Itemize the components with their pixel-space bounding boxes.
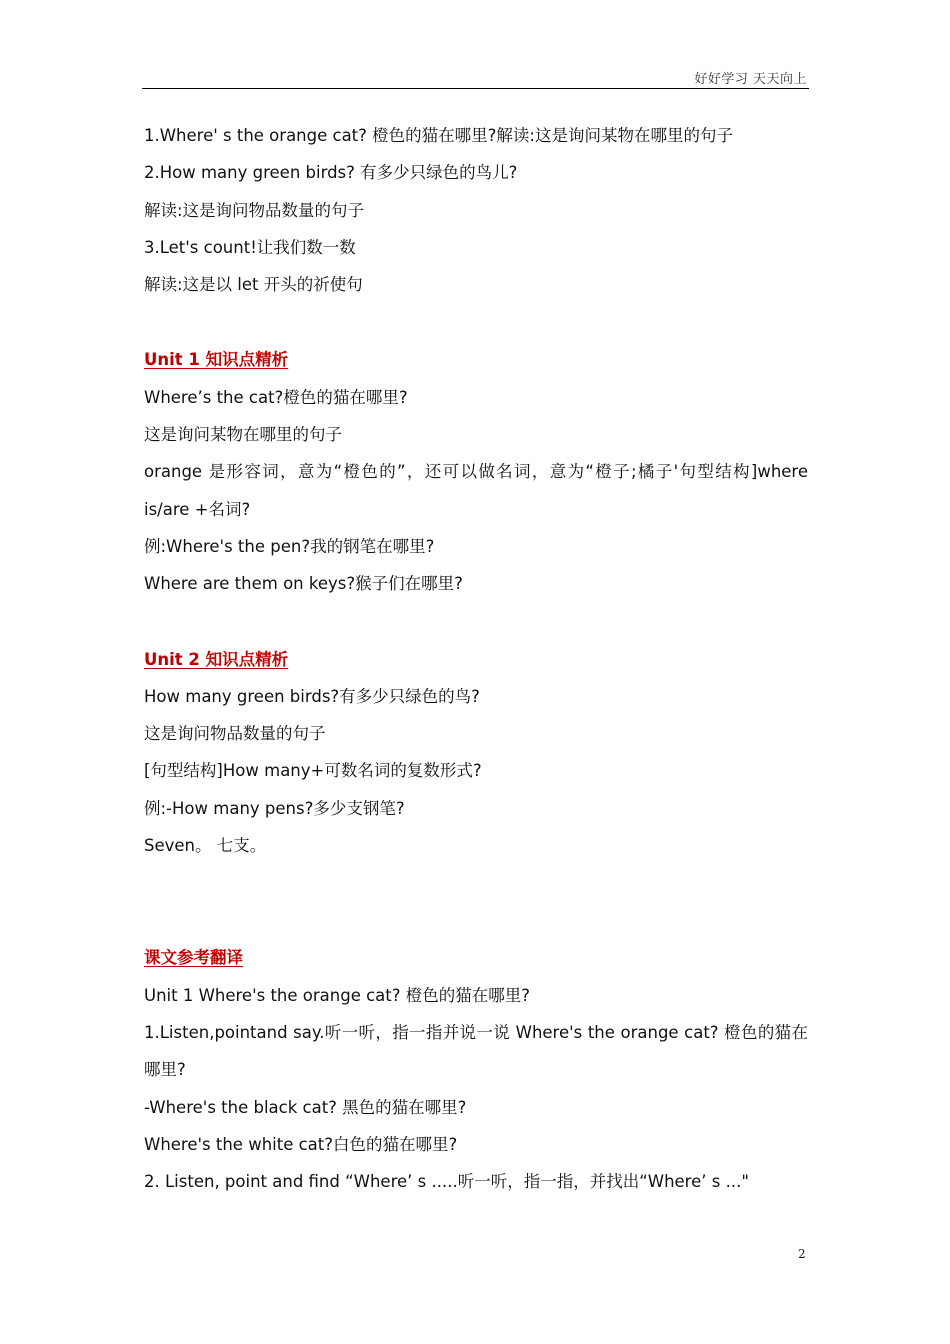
unit1-heading: Unit 1 知识点精析 bbox=[144, 350, 289, 370]
spacer bbox=[144, 603, 808, 641]
translation-line-1: Unit 1 Where's the orange cat? 橙色的猫在哪里? bbox=[144, 985, 531, 1005]
unit2-line-1: How many green birds?有多少只绿色的鸟? bbox=[144, 686, 480, 706]
spacer bbox=[144, 864, 808, 939]
unit2-line-5: Seven。 七支。 bbox=[144, 836, 267, 856]
intro-line-4: 3.Let's count!让我们数一数 bbox=[144, 237, 356, 257]
translation-heading: 课文参考翻译 bbox=[144, 948, 243, 968]
unit2-line-4: 例:-How many pens?多少支钢笔? bbox=[144, 798, 405, 818]
unit1-line-5: Where are them on keys?猴子们在哪里? bbox=[144, 574, 463, 594]
intro-line-5: 解读:这是以 let 开头的祈使句 bbox=[144, 275, 363, 295]
document-body bbox=[144, 117, 808, 1200]
intro-line-1: 1.Where' s the orange cat? 橙色的猫在哪里?解读:这是询问某物在哪里的句子 bbox=[144, 126, 733, 145]
translation-line-2: 1.Listen,pointand say.听一听，指一指并说一说 Where's the orange cat? 橙色的猫在哪里? bbox=[144, 1022, 808, 1080]
page-number: 2 bbox=[798, 1247, 806, 1261]
intro-line-2: 2.How many green birds? 有多少只绿色的鸟儿? bbox=[144, 163, 518, 183]
translation-line-3: -Where's the black cat? 黑色的猫在哪里? bbox=[144, 1097, 467, 1117]
header-text: 好好学习 天天向上 bbox=[694, 72, 807, 87]
translation-line-4: Where's the white cat?白色的猫在哪里? bbox=[144, 1134, 458, 1154]
unit2-line-3: [句型结构]How many+可数名词的复数形式? bbox=[144, 761, 482, 781]
unit1-line-1: Where’s the cat?橙色的猫在哪里? bbox=[144, 387, 408, 407]
spacer bbox=[144, 303, 808, 341]
header-rule bbox=[142, 88, 809, 89]
unit2-line-2: 这是询问物品数量的句子 bbox=[144, 724, 326, 744]
intro-line-3: 解读:这是询问物品数量的句子 bbox=[144, 200, 365, 220]
unit1-line-4: 例:Where's the pen?我的钢笔在哪里? bbox=[144, 536, 435, 556]
unit2-heading: Unit 2 知识点精析 bbox=[144, 649, 289, 669]
unit1-line-2: 这是询问某物在哪里的句子 bbox=[144, 425, 342, 445]
translation-line-5: 2. Listen, point and find “Where’ s .....听一听，指一指，并找出“Where’ s ..." bbox=[144, 1172, 749, 1192]
unit1-line-3: orange 是形容词，意为“橙色的”，还可以做名词，意为“橙子;橘子'句型结构]where is/are +名词? bbox=[144, 462, 808, 519]
